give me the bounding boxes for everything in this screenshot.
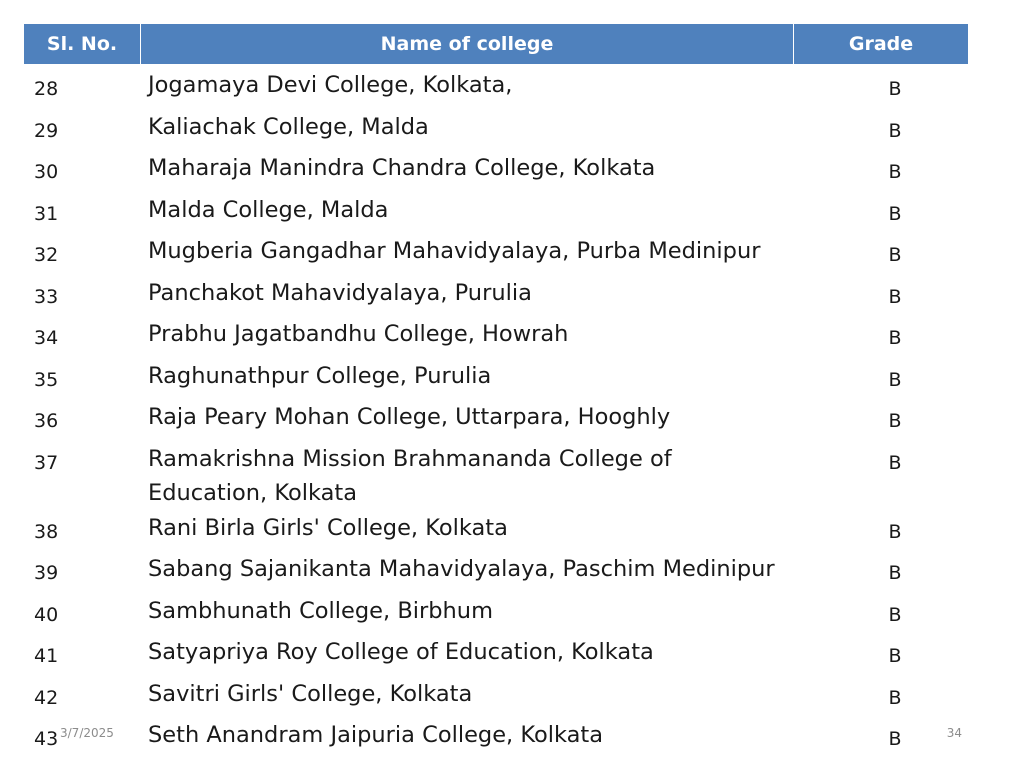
row-sl-no: 34 [34,327,59,349]
table-row [24,232,968,274]
row-sl-no: 41 [34,645,59,667]
table-row [24,440,968,509]
row-grade: B [888,686,902,709]
row-grade: B [888,451,902,474]
table-row [24,550,968,592]
row-grade: B [888,78,902,100]
row-sl-no: 32 [34,244,59,266]
row-sl-no: 39 [34,562,59,584]
row-college-name: Raghunathpur College, Purulia [148,362,492,389]
table-row [24,592,968,634]
row-sl-no: 42 [34,686,59,709]
footer-date: 3/7/2025 [60,726,114,740]
table-row [24,191,968,233]
row-sl-no: 33 [34,285,59,308]
row-college-name: Seth Anandram Jaipuria College, Kolkata [148,722,604,748]
table-row [24,274,968,316]
row-sl-no: 43 [34,728,59,750]
row-sl-no: 40 [34,603,59,626]
footer-page-number: 34 [946,726,962,740]
table-row [24,315,968,357]
row-grade: B [888,119,902,142]
table-row [24,509,968,551]
table-row [24,149,968,191]
row-grade: B [888,327,902,349]
row-grade: B [888,562,902,584]
table-body [24,66,968,758]
row-grade: B [888,728,902,750]
row-grade: B [888,520,902,543]
row-college-name: Savitri Girls' College, Kolkata [148,680,473,707]
row-sl-no: 35 [34,368,59,391]
row-college-name: Kaliachak College, Malda [148,113,429,140]
table-row [24,633,968,675]
row-college-name: Malda College, Malda [148,196,389,223]
row-college-name: Jogamaya Devi College, Kolkata, [148,72,513,98]
header-grade: Grade [848,33,914,55]
row-college-name: Sambhunath College, Birbhum [148,597,493,624]
row-grade: B [888,410,902,432]
table-row [24,716,968,758]
table-row [24,675,968,717]
row-college-name: Ramakrishna Mission Brahmananda College of Education, Kolkata [148,445,672,506]
row-grade: B [888,645,902,667]
row-college-name: Panchakot Mahavidyalaya, Purulia [148,279,532,306]
table-row [24,108,968,150]
row-grade: B [888,603,902,626]
row-college-name: Prabhu Jagatbandhu College, Howrah [148,321,569,347]
header-sl-no: Sl. No. [46,33,118,55]
row-grade: B [888,202,902,225]
table-row [24,357,968,399]
row-college-name: Satyapriya Roy College of Education, Kolkata [148,639,654,665]
row-grade: B [888,161,902,183]
table-row [24,66,968,108]
row-grade: B [888,244,902,266]
row-sl-no: 29 [34,119,59,142]
row-college-name: Raja Peary Mohan College, Uttarpara, Hooghly [148,404,671,430]
row-college-name: Sabang Sajanikanta Mahavidyalaya, Paschim Medinipur [148,556,775,582]
row-sl-no: 38 [34,520,59,543]
header-name-of-college: Name of college [140,24,794,64]
row-college-name: Rani Birla Girls' College, Kolkata [148,514,508,541]
row-grade: B [888,285,902,308]
row-grade: B [888,368,902,391]
row-sl-no: 28 [34,78,59,100]
table-header [24,24,968,64]
row-sl-no: 31 [34,202,59,225]
row-college-name: Mugberia Gangadhar Mahavidyalaya, Purba Medinipur [148,238,761,264]
row-sl-no: 37 [34,451,59,474]
table-row [24,398,968,440]
row-sl-no: 36 [34,410,59,432]
row-sl-no: 30 [34,161,59,183]
row-college-name: Maharaja Manindra Chandra College, Kolkata [148,155,656,181]
